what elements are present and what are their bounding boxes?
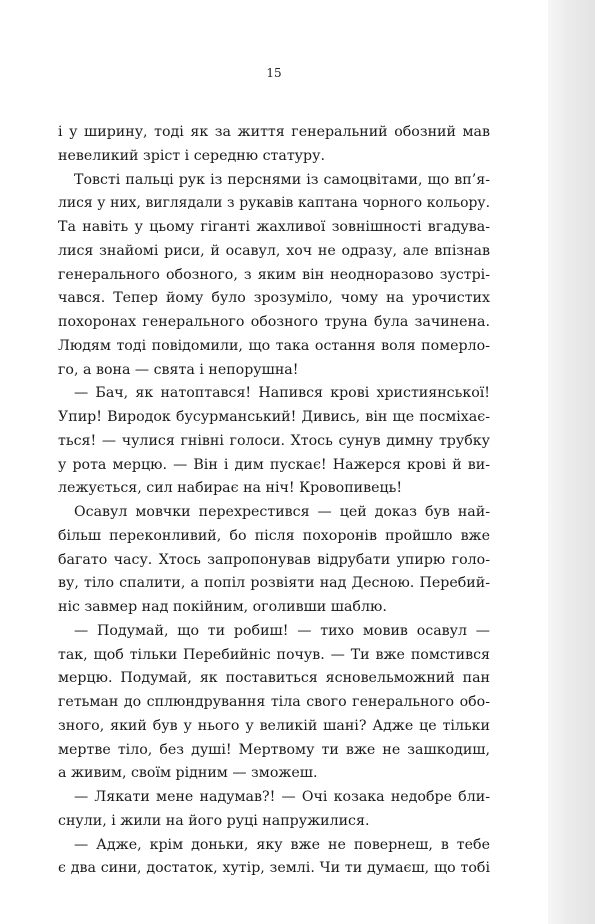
- body-text: [58, 121, 490, 881]
- text-line: — Лякати мене надумав?! — Очі козака недобре бли-: [74, 789, 490, 805]
- text-line: Та навіть у цьому гіганті жахливої зовнішності вгадува-: [58, 219, 490, 235]
- text-line: а живим, своїм рідним — зможеш.: [58, 765, 318, 782]
- text-line: так, щоб тільки Перебийніс почув. — Ти вже помстився: [58, 646, 490, 663]
- text-line: невеликий зріст і середню статуру.: [58, 147, 325, 164]
- text-line: Упир! Виродок бусурманський! Дивись, він ще посміхає-: [58, 409, 490, 425]
- text-line: лежується, сил набирає на ніч! Кровопивець!: [58, 480, 403, 497]
- text-line: багато часу. Хтось запропонував відрубати упирю голо-: [58, 551, 490, 568]
- text-line: зного, який був у нього у великій шані? Адже це тільки: [58, 717, 490, 734]
- text-line: у рота мерцю. — Він і дим пускає! Нажерся крові й ви-: [58, 456, 490, 473]
- text-line: лися знайомі риси, й осавул, хоч не одразу, але впізнав: [58, 242, 490, 259]
- text-line: Товсті пальці рук із перснями із самоцвітами, що вп’я-: [74, 171, 490, 188]
- text-line: генерального обозного, з яким він неодноразово зустрі-: [58, 266, 490, 283]
- text-line: мерцю. Подумай, як поставиться ясновельможний пан: [58, 670, 490, 687]
- text-line: Людям тоді повідомили, що така остання воля померло-: [58, 337, 490, 354]
- text-line: — Адже, крім доньки, яку вже не повернеш, в тебе: [74, 836, 490, 853]
- text-line: ніс завмер над покійним, оголивши шаблю.: [58, 599, 387, 615]
- text-line: і у ширину, тоді як за життя генеральний обозний мав: [58, 124, 490, 140]
- text-line: — Подумай, що ти робиш! — тихо мовив осавул —: [74, 622, 490, 639]
- text-line: го, а вона — свята і непорушна!: [58, 361, 299, 378]
- page-number: 15: [266, 66, 282, 80]
- page-edge-shadow: [548, 0, 595, 924]
- text-line: гетьман до сплюндрування тіла свого генерального обо-: [58, 694, 490, 710]
- text-line: снули, і жили на його руці напружилися.: [58, 812, 370, 829]
- text-line: є два сини, достаток, хутір, землі. Чи ти думаєш, що тобі: [58, 860, 490, 877]
- text-line: — Бач, як натоптався! Напився крові християнської!: [74, 385, 490, 402]
- text-line: ться! — чулися гнівні голоси. Хтось сунув димну трубку: [58, 432, 490, 449]
- text-line: чався. Тепер йому було зрозуміло, чому на урочистих: [58, 290, 490, 307]
- text-line: ву, тіло спалити, а попіл розвіяти над Десною. Перебий-: [58, 575, 490, 592]
- text-line: похоронах генерального обозного труна була зачинена.: [58, 314, 490, 330]
- text-line: мертве тіло, без душі! Мертвому ти вже не зашкодиш,: [58, 741, 490, 758]
- text-line: більш переконливий, бо після похоронів пройшло вже: [58, 527, 490, 544]
- text-line: лися у них, виглядали з рукавів каптана чорного кольору.: [58, 195, 490, 212]
- text-line: Осавул мовчки перехрестився — цей доказ був най-: [74, 504, 490, 520]
